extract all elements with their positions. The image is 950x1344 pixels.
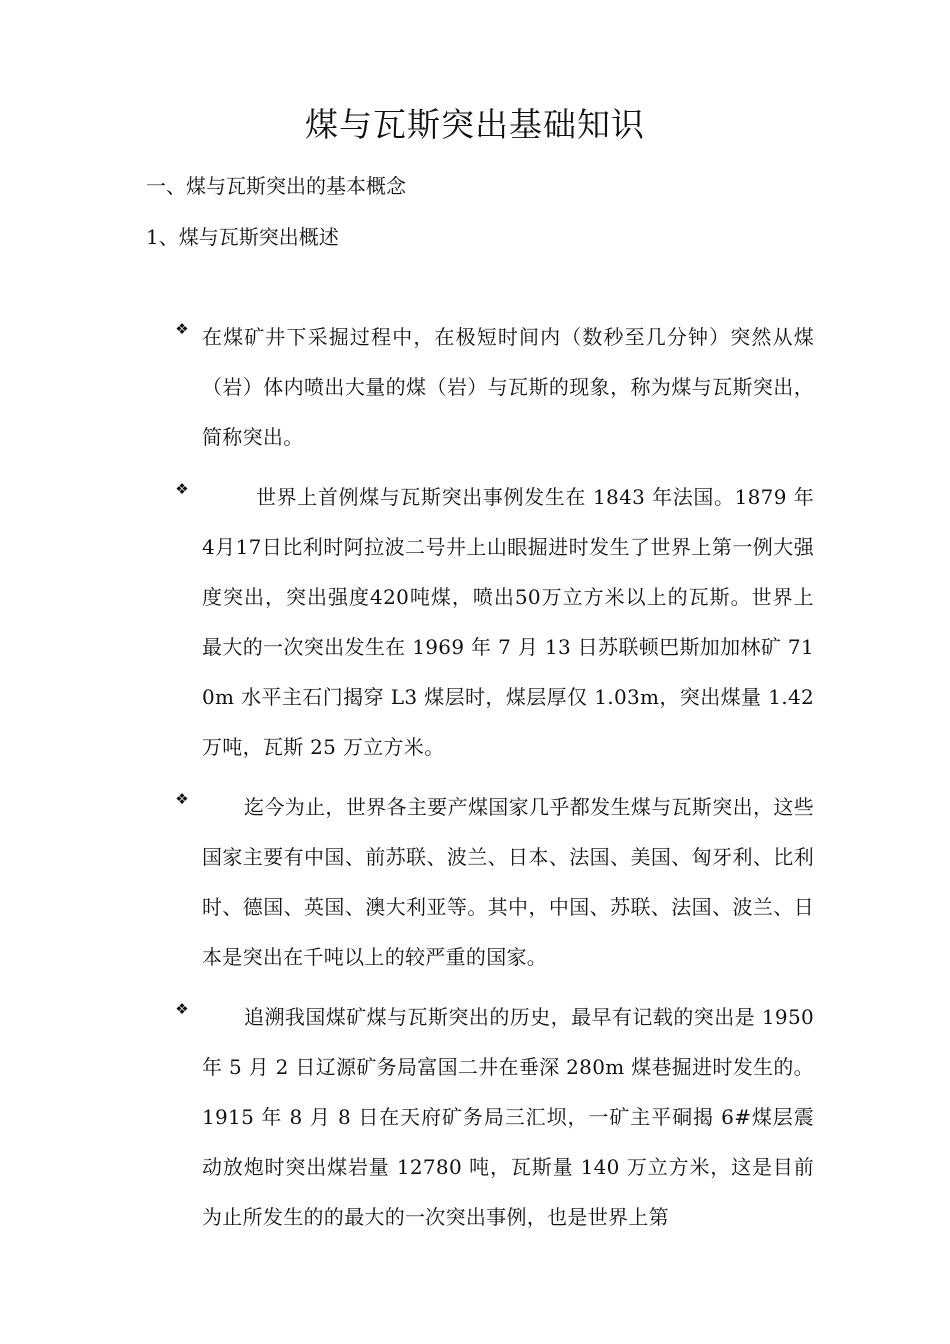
list-item xyxy=(174,992,814,1242)
page-title: 煤与瓦斯突出基础知识 xyxy=(305,105,645,144)
section-heading: 一、煤与瓦斯突出的基本概念 xyxy=(146,174,406,198)
diamond-fleur-icon: ❖ xyxy=(175,1000,189,1018)
bullet-text: 迄今为止，世界各主要产煤国家几乎都发生煤与瓦斯突出，这些国家主要有中国、前苏联、波兰、日本、法国、美国、匈牙利、比利时、德国、英国、澳大利亚等。其中，中国、苏联、法国、波兰、日本是突出在千吨以上的较严重的国家。 xyxy=(202,795,814,969)
diamond-fleur-icon: ❖ xyxy=(175,480,189,498)
bullet-list xyxy=(174,312,814,1252)
list-item xyxy=(174,472,814,772)
bullet-text: 在煤矿井下采掘过程中，在极短时间内（数秒至几分钟）突然从煤（岩）体内喷出大量的煤（岩）与瓦斯的现象，称为煤与瓦斯突出，简称突出。 xyxy=(202,325,814,449)
bullet-text: 世界上首例煤与瓦斯突出事例发生在 1843 年法国。1879 年4月17日比利时阿拉波二号井上山眼掘进时发生了世界上第一例大强度突出，突出强度420吨煤，喷出50万立方米以上的瓦斯。世界上最大的一次突出发生在 1969 年 7 月 13 日苏联顿巴斯加加林矿 710m 水平主石门揭穿 L3 煤层时，煤层厚仅 1.03m，突出煤量 1.42 万吨，瓦斯 25 万立方米。 xyxy=(202,485,814,759)
diamond-fleur-icon: ❖ xyxy=(175,790,189,808)
list-item xyxy=(174,782,814,982)
bullet-text: 追溯我国煤矿煤与瓦斯突出的历史，最早有记载的突出是 1950 年 5 月 2 日辽源矿务局富国二井在垂深 280m 煤巷掘进时发生的。1915 年 8 月 8 日在天府矿务局三汇坝，一矿主平硐揭 6#煤层震动放炮时突出煤岩量 12780 吨，瓦斯量 140 万立方米，这是目前为止所发生的的最大的一次突出事例，也是世界上第 xyxy=(202,1005,814,1229)
diamond-fleur-icon: ❖ xyxy=(175,320,189,338)
subsection-heading: 1、煤与瓦斯突出概述 xyxy=(146,225,339,249)
list-item xyxy=(174,312,814,462)
